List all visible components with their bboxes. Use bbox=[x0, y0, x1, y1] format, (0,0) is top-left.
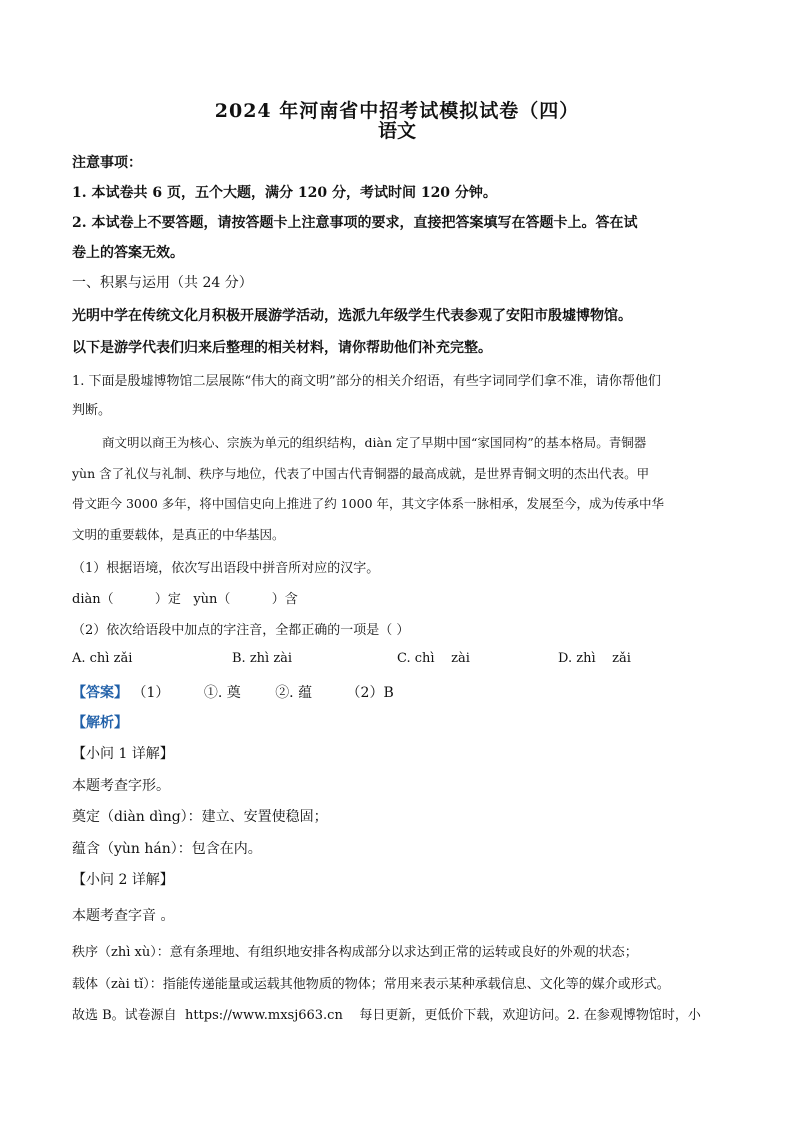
question-1-stem-line-2: 判断。 bbox=[72, 403, 112, 418]
answer-label: 【答案】 bbox=[72, 685, 128, 701]
passage-line-3: 骨文距今 3000 多年，将中国信史向上推进了约 1000 年，其文字体系一脉相承，发展至今，成为传承中华 bbox=[72, 496, 665, 511]
sub-question-2-detail-heading: 【小问 2 详解】 bbox=[72, 872, 174, 888]
analysis-q2-line-1: 本题考查字音 。 bbox=[72, 908, 175, 924]
notes-item-2-line-2: 卷上的答案无效。 bbox=[72, 245, 184, 261]
analysis-q1-line-3: 蕴含（yùn hán）：包含在内。 bbox=[72, 841, 262, 857]
sub-question-1-detail-heading: 【小问 1 详解】 bbox=[72, 746, 174, 762]
sub-question-1-blanks: diàn（ ）定 yùn（ ）含 bbox=[72, 592, 298, 607]
subject-title: 语文 bbox=[377, 120, 416, 142]
option-a: A. chì zǎi bbox=[72, 651, 133, 666]
analysis-label: 【解析】 bbox=[72, 715, 128, 731]
option-c: C. chì zài bbox=[397, 651, 470, 666]
passage-line-4: 文明的重要载体，是真正的中华基因。 bbox=[72, 527, 285, 542]
analysis-q1-line-1: 本题考查字形。 bbox=[72, 778, 170, 794]
page-title: 2024 年河南省中招考试模拟试卷（四） bbox=[214, 100, 580, 122]
option-b: B. zhì zài bbox=[232, 651, 293, 666]
sub-question-1: （1）根据语境，依次写出语段中拼音所对应的汉字。 bbox=[72, 561, 380, 576]
answer-part-1: （1） bbox=[132, 685, 170, 701]
answer-row bbox=[72, 682, 394, 702]
section-intro-line-2: 以下是游学代表们归来后整理的相关材料，请你帮助他们补充完整。 bbox=[72, 340, 492, 356]
sub-question-2: （2）依次给语段中加点的字注音，全都正确的一项是（ ） bbox=[72, 623, 410, 638]
answer-part-2: （2）B bbox=[346, 685, 394, 701]
notes-item-1: 1. 本试卷共 6 页，五个大题，满分 120 分，考试时间 120 分钟。 bbox=[72, 185, 497, 201]
notes-heading: 注意事项： bbox=[72, 155, 142, 171]
analysis-q2-line-3: 载体（zài tǐ）：指能传递能量或运载其他物质的物体；常用来表示某种承载信息、文化等的媒介或形式。 bbox=[72, 977, 670, 992]
analysis-q1-line-2: 奠定（diàn dìng）：建立、安置使稳固； bbox=[72, 809, 328, 825]
answer-2: ②. 蕴 bbox=[275, 685, 313, 701]
analysis-q2-line-2: 秩序（zhì xù）：意有条理地、有组织地安排各构成部分以求达到正常的运转或良好的外观的状态； bbox=[72, 945, 638, 960]
passage-line-1: 商文明以商王为核心、宗族为单元的组织结构，diàn 定了早期中国“家国同构”的基本格局。青铜器 bbox=[102, 435, 647, 450]
passage-line-2: yùn 含了礼仪与礼制、秩序与地位，代表了中国古代青铜器的最高成就，是世界青铜文明的杰出代表。甲 bbox=[72, 466, 650, 481]
section-intro-line-1: 光明中学在传统文化月积极开展游学活动，选派九年级学生代表参观了安阳市殷墟博物馆。 bbox=[72, 308, 632, 324]
question-1-stem-line-1: 1. 下面是殷墟博物馆二层展陈“伟大的商文明”部分的相关介绍语，有些字词同学们拿不准，请你帮他们 bbox=[72, 374, 661, 389]
option-d: D. zhì zǎi bbox=[558, 651, 631, 666]
notes-item-2-line-1: 2. 本试卷上不要答题，请按答题卡上注意事项的要求，直接把答案填写在答题卡上。答在试 bbox=[72, 215, 638, 231]
answer-1: ①. 奠 bbox=[203, 685, 241, 701]
analysis-q2-line-4: 故选 B。试卷源自 https://www.mxsj663.cn 每日更新，更低价下载，欢迎访问。2. 在参观博物馆时，小 bbox=[72, 1008, 701, 1023]
section-heading: 一、积累与运用（共 24 分） bbox=[72, 275, 253, 291]
